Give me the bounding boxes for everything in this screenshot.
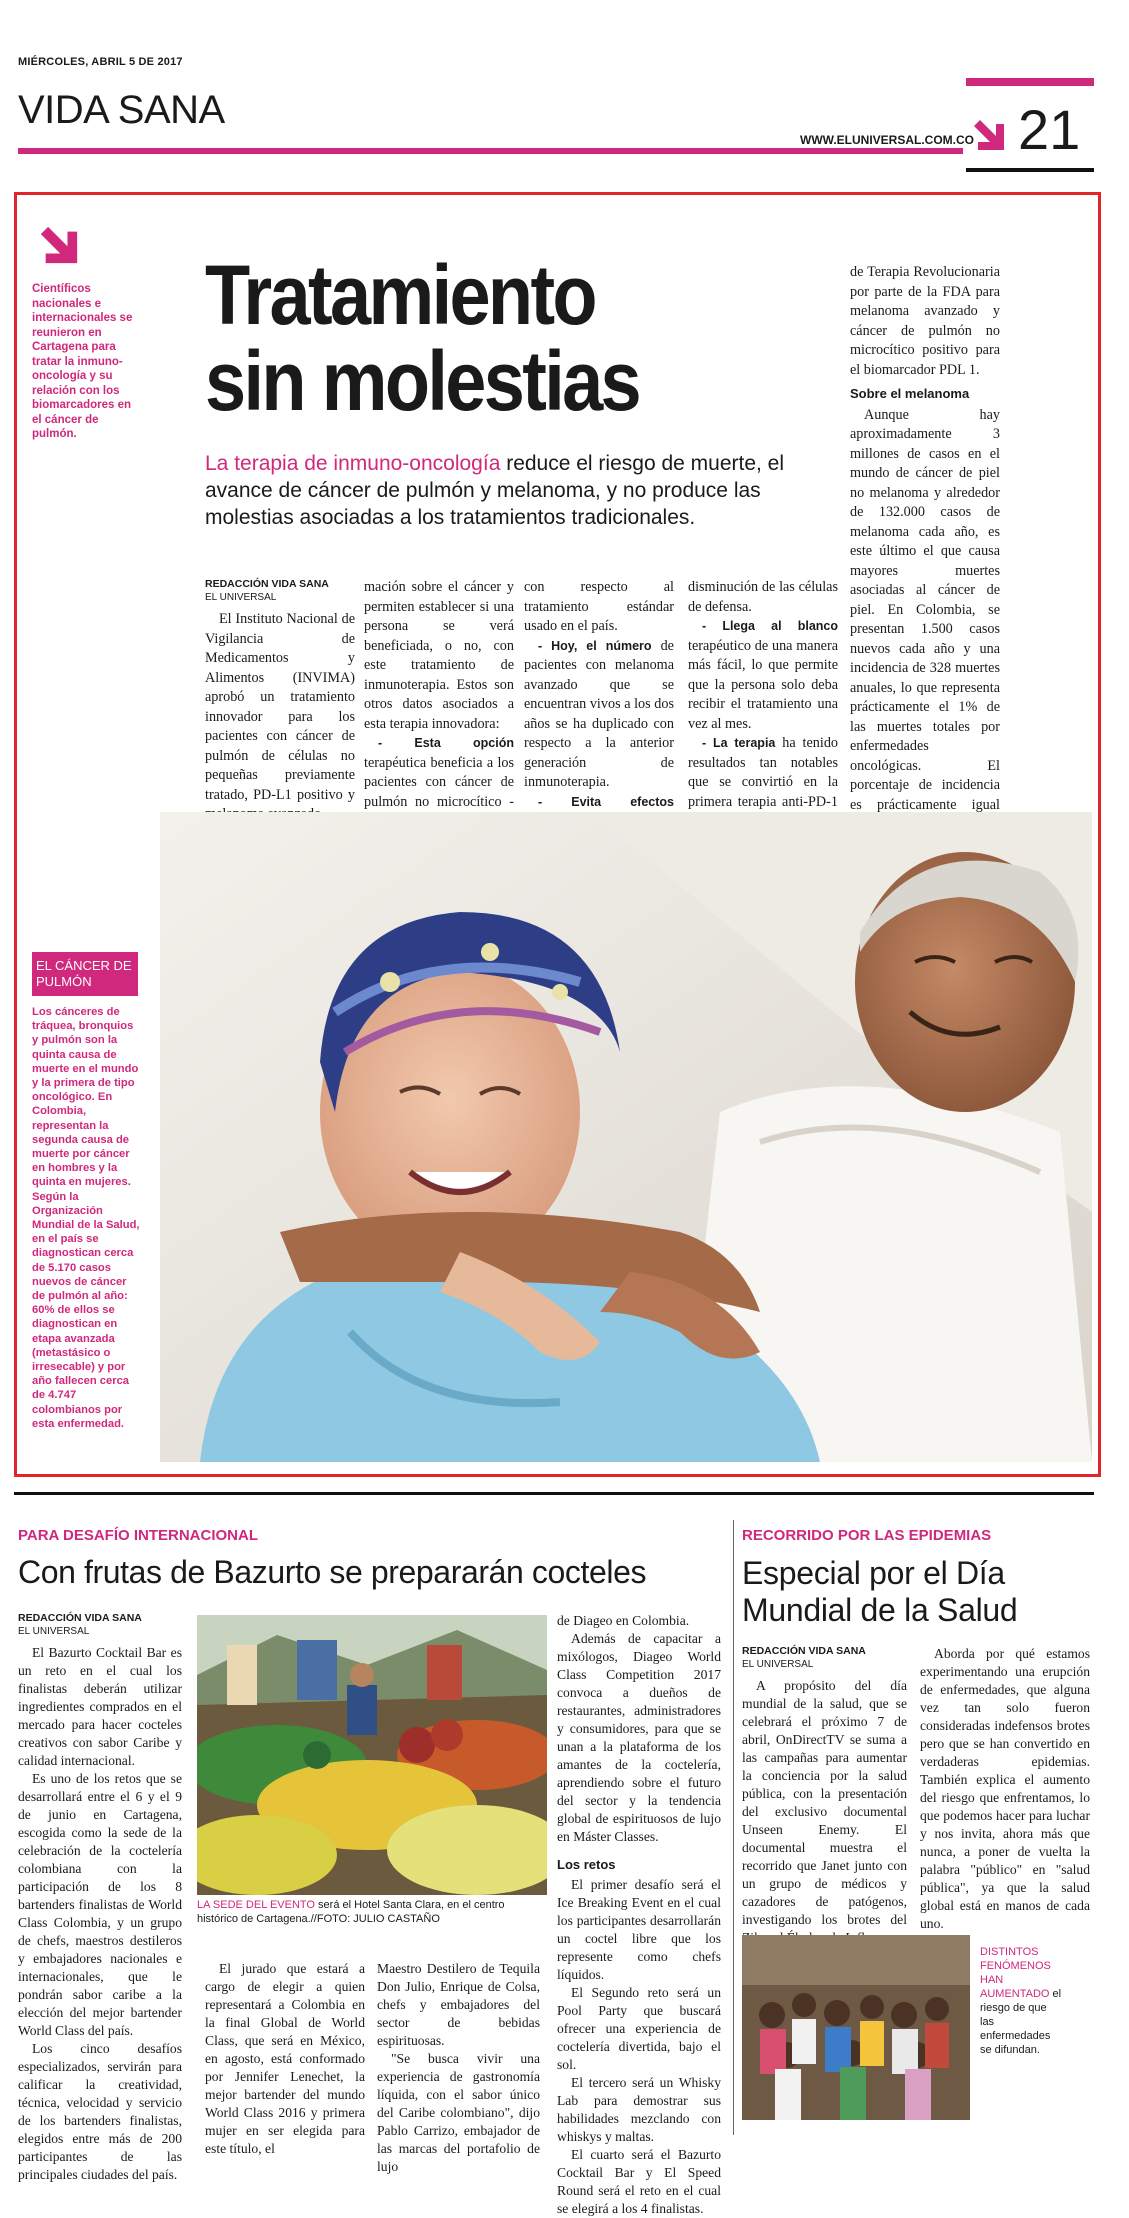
bullet-item: - Evita efectos — [538, 794, 674, 809]
story2-col-2 — [205, 1960, 365, 2158]
story3-title-line-1: Especial por el Día — [742, 1555, 1005, 1591]
paragraph: Maestro Destilero de Tequila Don Julio, Enrique de Colsa, chefs y embajadores del sector de bebidas espirituosas. — [377, 1961, 540, 2048]
byline: REDACCIÓN VIDA SANA — [205, 578, 329, 590]
paragraph: Aborda por qué estamos experimentando una erupción de enfermedades, que alguna vez tan solo fueron consideradas indefensos brotes pero que se han convertido en verdaderas epidemias. También explica el aumento del riesgo que enfrentamos, lo que podemos hacer para luchar y nos invita, ahora más que nunca, a poner de vuelta la palabra "público" en "salud pública", ya que la salud global está en manos de cada uno. — [920, 1646, 1090, 1931]
headline — [205, 248, 640, 428]
lung-box-text: Los cánceres de tráquea, bronquios y pulmón son la quinta causa de muerte en el mundo y la primera de tipo oncológico. En Colombia, representan la segunda causa de muerte por cáncer en hombres y la quinta en mujeres. Según la Organización Mundial de la Salud, en el país se diagnostican cerca de 5.170 casos nuevos de cáncer de pulmón al año: 60% de ellos se diagnostican en etapa avanzada (metastásico o irresecable) y por año fallecen cerca de 4.747 colombianos por esta enfermedad. — [32, 1006, 140, 1430]
paragraph: "Se busca vivir una experiencia de gastronomía líquida, con el sabor único del Caribe colombiano", dijo Pablo Carrizo, embajador de las marcas del portafolio de lujo — [377, 2051, 540, 2174]
market-photo-caption — [197, 1898, 547, 1926]
section-divider — [14, 1492, 1094, 1495]
column-rule — [733, 1520, 734, 2135]
issue-date: MIÉRCOLES, ABRIL 5 DE 2017 — [18, 56, 183, 68]
lung-box-title-text: EL CÁNCER DE PULMÓN — [36, 958, 132, 989]
main-col-5 — [850, 263, 1000, 893]
header-pink-rule-top — [966, 78, 1094, 86]
paragraph: de Diageo en Colombia. — [557, 1613, 690, 1628]
story2-col-3 — [377, 1960, 540, 2176]
bullet-item: - Llega al blanco terapéutico de una manera más fácil, lo que permite que la persona solo deba recibir el tratamiento una vez al mes. — [688, 619, 838, 732]
website-url: WWW.ELUNIVERSAL.COM.CO — [800, 133, 974, 147]
story2-col-4 — [557, 1612, 721, 2218]
paragraph: El Instituto Nacional de Vigilancia de Medicamentos y Alimentos (INVIMA) aprobó un tratamiento innovador para los pacientes con cáncer de pulmón de células no pequeñas previamente tratado, PD-L1 positivo y — [205, 611, 355, 803]
headline-line-1: Tratamiento — [205, 248, 595, 342]
story2-title: Con frutas de Bazurto se prepararán cocteles — [18, 1554, 647, 1590]
sidebar-intro: Científicos nacionales e internacionales se reunieron en Cartagena para tratar la inmuno-oncología y su relación con los biomarcadores en el cáncer de pulmón. — [32, 283, 133, 440]
story3-kicker: RECORRIDO POR LAS EPIDEMIAS — [742, 1527, 992, 1544]
lung-box-title — [32, 952, 138, 996]
header-pink-rule — [18, 148, 963, 154]
headline-line-2: sin molestias — [205, 334, 640, 428]
subtitle-highlight: La terapia de inmuno-oncología — [205, 452, 501, 475]
bullet-item: - Esta opción terapéutica beneficia a los pacientes con cáncer de pulmón no microcítico - — [364, 736, 514, 810]
paragraph: Aunque hay aproximadamente 3 millones de casos en el mundo de cáncer de piel no melanoma y alrededor de 132.000 casos de melanoma cada año, es este último el que causa mayores muertes asociadas al cáncer de piel. En Colombia, se presentan 1.500 casos nuevos cada año y una incidencia de 328 muertes anuales, lo que representa prácticamente el 1% de las muertes totales por enfermedades oncológicas. El porcentaje de incidencia es prácticamente igual — [850, 406, 1000, 813]
paragraph: Además de capacitar a mixólogos, Diageo World Class Competition 2017 convoca a dueños de restaurantes, administradores y consumidores, para que se unan a la plataforma de los amantes de la coctelería, aprendiendo sobre el futuro del sector y la tendencia global de espirituosos de lujo en Máster Classes. — [557, 1631, 721, 1844]
paragraph: disminución de las células de defensa. — [688, 579, 838, 615]
arrow-down-right-icon — [970, 116, 1008, 154]
story3-title-line-2: Mundial de la Salud — [742, 1592, 1018, 1628]
paragraph: Es uno de los retos que se desarrollará entre el 6 y el 9 de junio en Cartagena, escogida como la sede de la celebración de la coctelería colombiana con la participación de los 8 bartenders finalistas de World Class Colombia, y un grupo de chefs, maestros destileros y embajadores nacionales e internacionales, que le pondrán sabor caribe a la elección del mejor bartender World Class del país. — [18, 1771, 182, 2038]
story3-title — [742, 1555, 1017, 1629]
market-photo — [197, 1615, 547, 1895]
story3-col-2 — [920, 1645, 1090, 1933]
paragraph: El jurado que estará a cargo de elegir a quien representará a Colombia en la final Global de World Class, que será en México, en agosto, está conformado por Jennifer Lenechet, la mejor bartender del mundo World Class 2016 y primera mujer en ser elegida para este título, el — [205, 1961, 365, 2156]
byline-source: EL UNIVERSAL — [742, 1659, 814, 1670]
subtitle-text: reduce el riesgo de muerte, el avance de cáncer de pulmón y melanoma, y no produce las molestias asociadas a los tratamientos tradicionales. — [205, 452, 785, 529]
caption-text: el riesgo de que las enfermedades se difundan. — [980, 1988, 1062, 2056]
children-photo-caption — [980, 1945, 1062, 2057]
paragraph: mación sobre el cáncer y permiten establecer si una persona se verá beneficiada, o no, con este tratamiento de inmunoterapia. Estos son otros datos asociados a esta terapia innovadora: — [364, 579, 514, 732]
story2-col-1 — [18, 1612, 182, 2184]
paragraph: El primer desafío será el Ice Breaking Event en el cual los participantes desarrollarán un coctel libre que los represente como chefs líquidos. — [557, 1877, 721, 1982]
subheading: Los retos — [557, 1857, 616, 1872]
caption-highlight: LA SEDE DEL EVENTO — [197, 1899, 315, 1911]
story3-col-1 — [742, 1645, 907, 1947]
paragraph: El cuarto será el Bazurto Cocktail Bar y El Speed Round será el reto en el cual se elegirá a los 4 finalistas. — [557, 2147, 721, 2216]
caption-text: será el Hotel Santa Clara, en el centro histórico de Cartagena.//FOTO: JULIO CASTAÑO — [197, 1899, 505, 1925]
main-photo-couple — [160, 812, 1092, 1462]
paragraph: A propósito del día mundial de la salud, que se celebrará el próximo 7 de abril, OnDirectTV se suma a las campañas para aumentar la conciencia por la salud pública, con la presentación del exclusivo documental Unseen Enemy. El documental muestra el recorrido que Janet junto con un grupo de médicos y cazadores de patógenos, investigando los brotes del — [742, 1678, 907, 1927]
arrow-down-right-icon — [36, 222, 82, 268]
paragraph: El Segundo reto será un Pool Party que buscará ofrecer una experiencia de coctelería divertida, bajo el sol. — [557, 1985, 721, 2072]
story2-kicker: PARA DESAFÍO INTERNACIONAL — [18, 1527, 258, 1544]
paragraph: de Terapia Revolucionaria por parte de la FDA para melanoma avanzado y cáncer de pulmón no microcítico positivo para el biomarcador PDL 1. — [850, 264, 1000, 378]
byline: REDACCIÓN VIDA SANA — [742, 1645, 866, 1657]
bullet-item: - La terapia ha tenido resultados tan notables que se convirtió en la primera terapia anti-PD-1 — [688, 735, 839, 810]
byline-source: EL UNIVERSAL — [18, 1626, 90, 1637]
page-number-rule — [966, 168, 1094, 172]
paragraph: Los cinco desafíos especializados, servirán para calificar la creatividad, técnica, velocidad y servicio de los bartenders finalistas, elegidos entre más de 200 participantes de las principales ciudades del país. — [18, 2041, 182, 2182]
byline-source: EL UNIVERSAL — [205, 592, 277, 603]
caption-highlight: DISTINTOS FENÓMENOS HAN AUMENTADO — [980, 1946, 1051, 2000]
paragraph: con respecto al tratamiento estándar usado en el país. — [524, 579, 674, 634]
section-title: VIDA SANA — [18, 88, 225, 132]
bullet-item: - Hoy, el número de pacientes con melanoma avanzado que se encuentran vivos a los dos años se ha duplicado con respecto a la anterior generación de inmunoterapia. — [524, 637, 674, 790]
paragraph: El tercero será un Whisky Lab para demostrar sus habilidades mezclando con whiskys y maltas. — [557, 2075, 721, 2144]
subheading: Sobre el melanoma — [850, 386, 970, 401]
paragraph: El Bazurto Cocktail Bar es un reto en el cual los finalistas deberán utilizar ingredientes comprados en el mercado para hacer cocteles creativos con sabor Caribe y calidad internacional. — [18, 1645, 182, 1768]
page-number: 21 — [1018, 98, 1081, 161]
byline: REDACCIÓN VIDA SANA — [18, 1612, 142, 1624]
children-photo — [742, 1935, 970, 2120]
subtitle — [205, 450, 805, 531]
